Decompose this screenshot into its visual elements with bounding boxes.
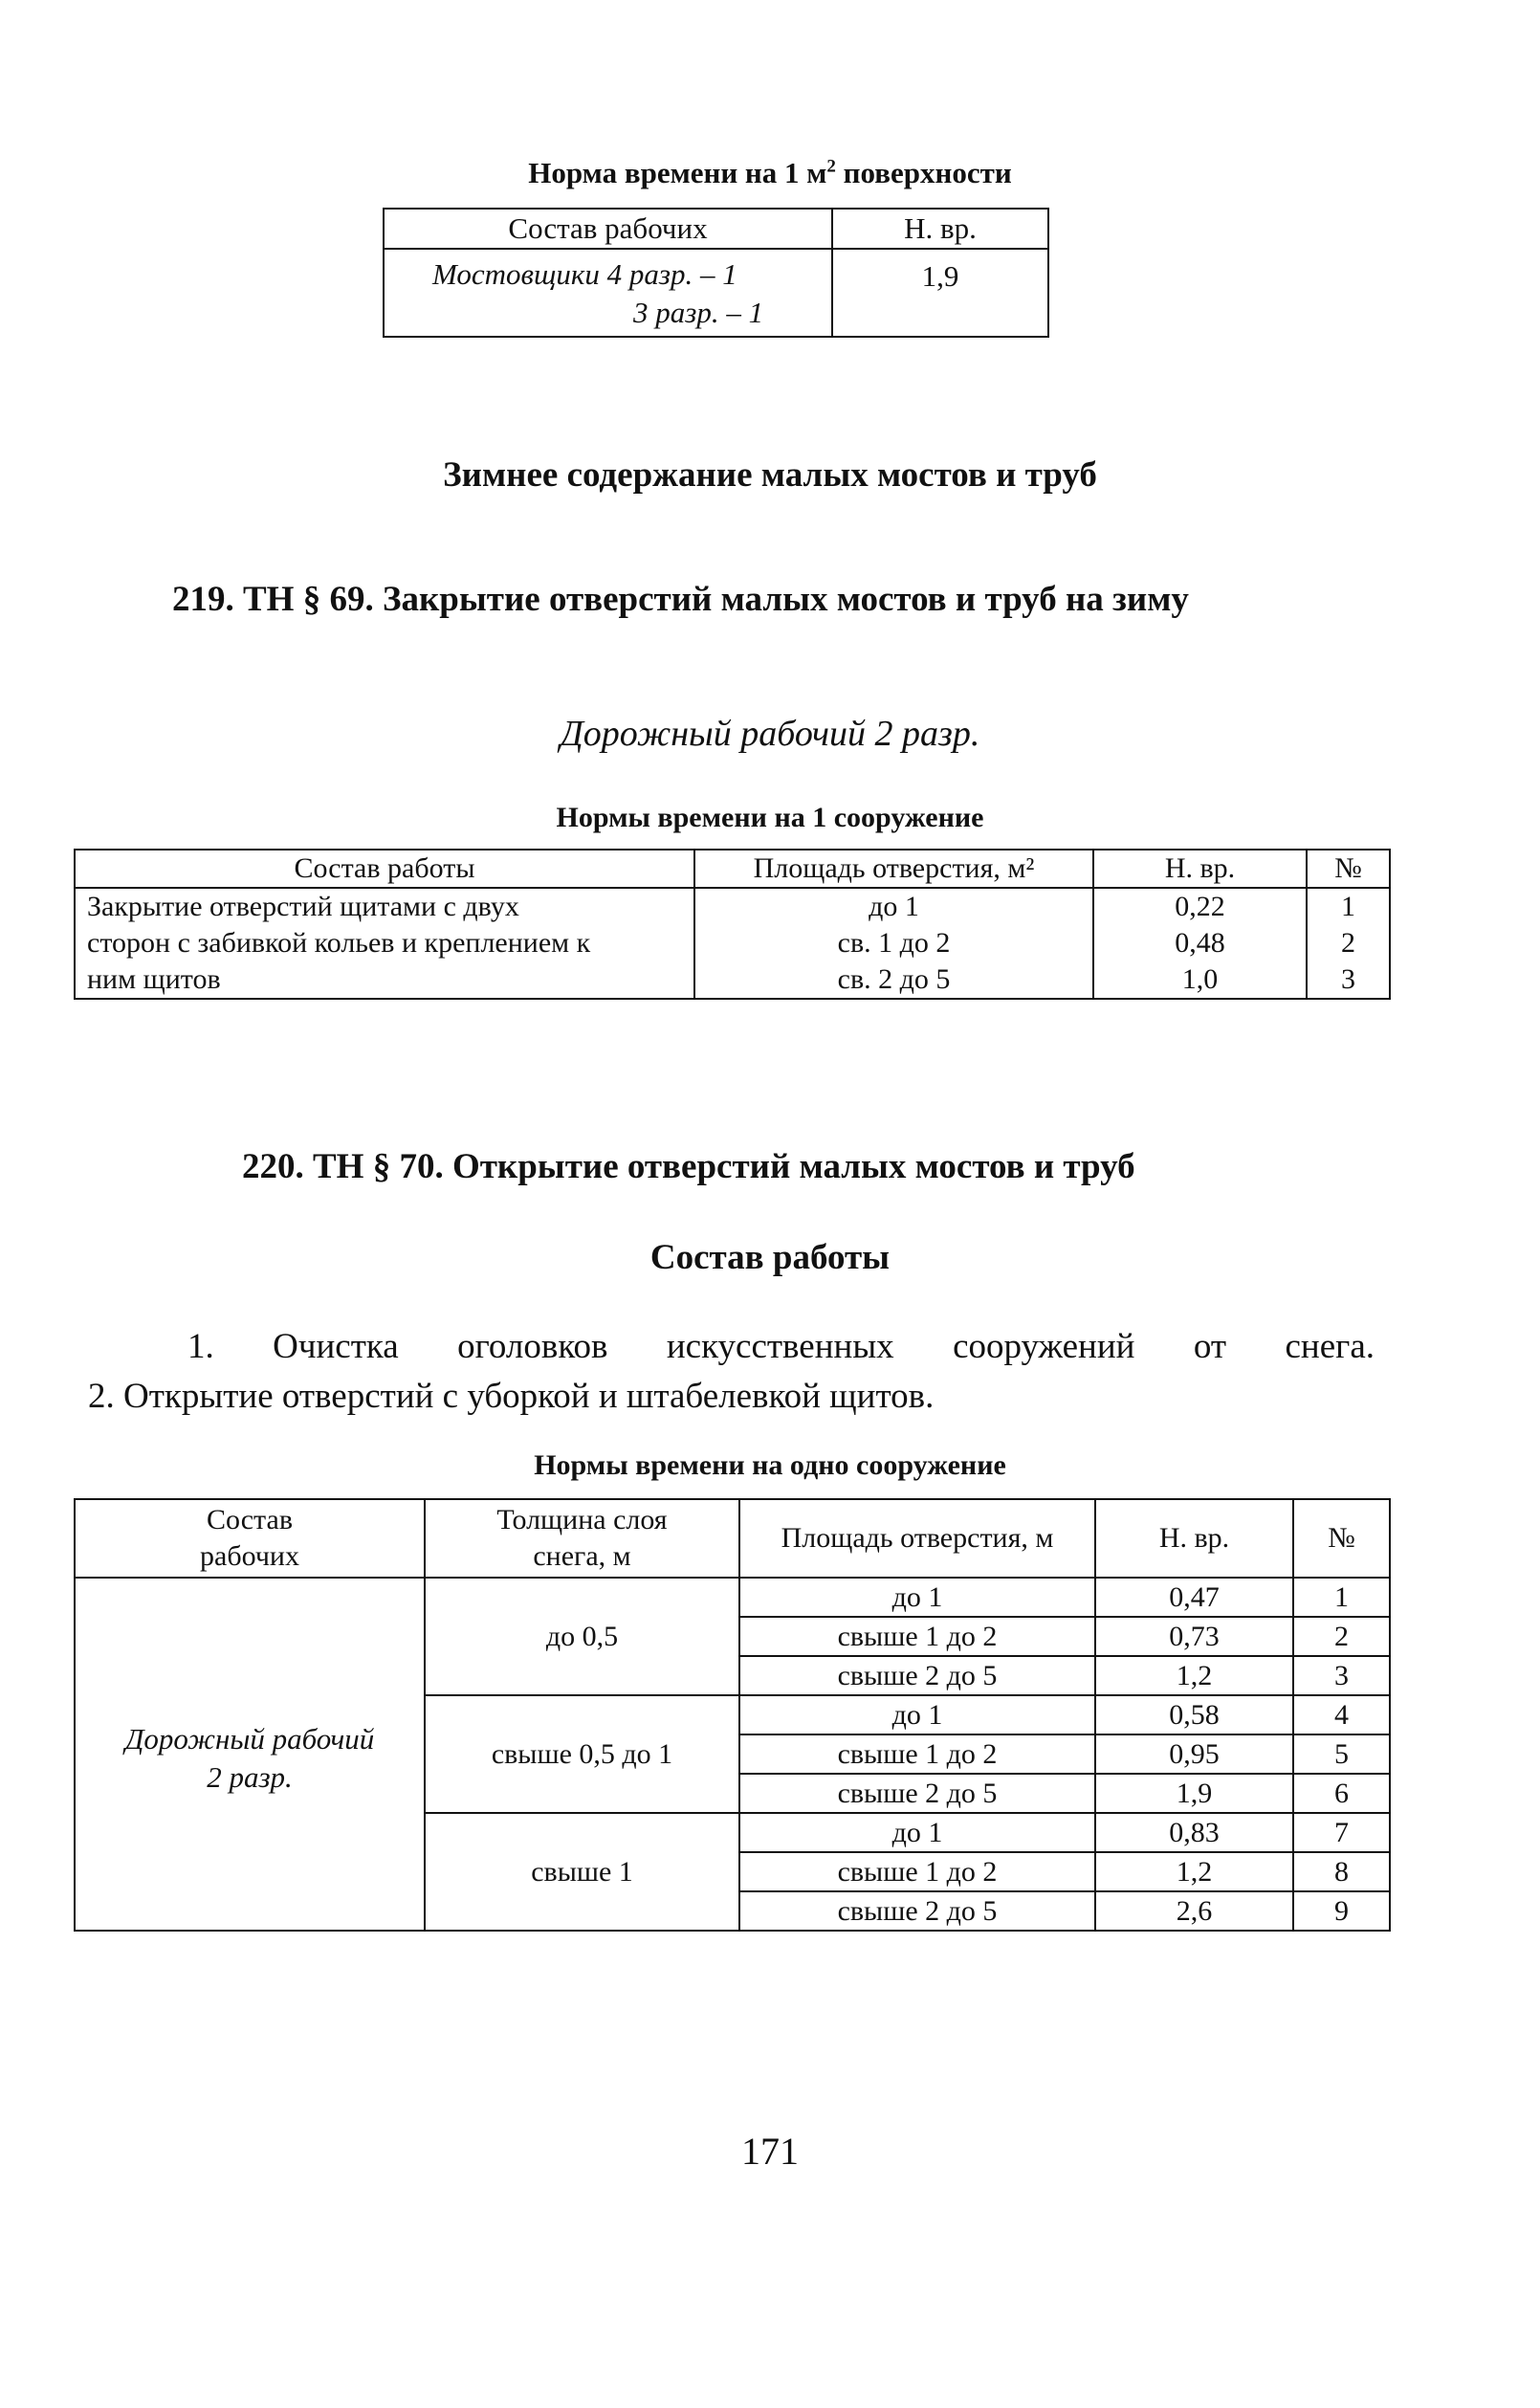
s220-para-line1 — [88, 1322, 1375, 1372]
s220-norm-cell: 1,9 — [1095, 1774, 1293, 1813]
s220-norm-cell: 0,73 — [1095, 1617, 1293, 1656]
table1-value: 1,9 — [832, 249, 1048, 337]
s219-num-cell — [1307, 888, 1390, 999]
s220-num-cell: 2 — [1293, 1617, 1390, 1656]
s220-area-cell: до 1 — [739, 1695, 1095, 1734]
s219-norm-value: 1,0 — [1181, 963, 1219, 995]
s220-crew-cell — [75, 1578, 425, 1931]
s219-header-num: № — [1307, 850, 1390, 888]
para-word: 1. — [187, 1327, 214, 1366]
s220-caption: Нормы времени на одно сооружение — [534, 1449, 1006, 1481]
para-word: снега. — [1285, 1327, 1375, 1366]
s220-num-cell: 6 — [1293, 1774, 1390, 1813]
s220-norm-cell: 0,95 — [1095, 1734, 1293, 1774]
s220-num-cell: 1 — [1293, 1578, 1390, 1617]
s220-header-num: № — [1293, 1499, 1390, 1578]
s220-area-cell: свыше 2 до 5 — [739, 1891, 1095, 1931]
s220-num-cell: 9 — [1293, 1891, 1390, 1931]
s219-num-value: 3 — [1341, 963, 1355, 995]
s220-table — [74, 1498, 1391, 1932]
s220-area-cell: свыше 1 до 2 — [739, 1617, 1095, 1656]
s220-num-cell: 3 — [1293, 1656, 1390, 1695]
s219-num-value: 2 — [1341, 927, 1355, 959]
s220-header-crew-l2: рабочих — [200, 1540, 299, 1572]
s220-area-cell: свыше 2 до 5 — [739, 1656, 1095, 1695]
s220-subheading: Состав работы — [649, 1238, 891, 1277]
s219-norm-cell — [1093, 888, 1307, 999]
para-word: от — [1193, 1327, 1227, 1366]
table1-header-norm: Н. вр. — [832, 209, 1048, 249]
table1 — [383, 208, 1049, 338]
s220-header-norm: Н. вр. — [1095, 1499, 1293, 1578]
s219-worker: Дорожный рабочий 2 разр. — [560, 714, 980, 754]
table1-crew-line1: Мостовщики 4 разр. – 1 — [432, 257, 737, 291]
s220-crew-l1: Дорожный рабочий — [124, 1721, 375, 1756]
s220-num-cell: 7 — [1293, 1813, 1390, 1852]
s219-caption: Нормы времени на 1 сооружение — [556, 802, 984, 833]
table1-caption — [0, 156, 1540, 190]
para-word: оголовков — [457, 1327, 608, 1366]
para-word: сооружений — [953, 1327, 1135, 1366]
s219-num-value: 1 — [1341, 891, 1355, 922]
s220-header-snow — [425, 1499, 739, 1578]
s220-num-cell: 8 — [1293, 1852, 1390, 1891]
s220-norm-cell: 0,47 — [1095, 1578, 1293, 1617]
s220-norm-cell: 1,2 — [1095, 1852, 1293, 1891]
para-word: искусственных — [666, 1327, 894, 1366]
s219-work-line: Закрытие отверстий щитами с двух — [87, 891, 519, 922]
section-title: Зимнее содержание малых мостов и труб — [443, 455, 1097, 495]
s219-work-cell — [75, 888, 694, 999]
table1-caption-suffix: поверхности — [835, 156, 1012, 189]
s220-snow-cell: свыше 0,5 до 1 — [425, 1695, 739, 1813]
s220-paragraph — [88, 1322, 1375, 1422]
s220-heading: 220. ТН § 70. Открытие отверстий малых мостов и труб — [242, 1147, 1135, 1186]
s219-heading: 219. ТН § 69. Закрытие отверстий малых мостов и труб на зиму — [172, 580, 1189, 619]
s220-header-area: Площадь отверстия, м — [739, 1499, 1095, 1578]
s220-num-cell: 5 — [1293, 1734, 1390, 1774]
s220-area-cell: до 1 — [739, 1813, 1095, 1852]
s219-header-norm: Н. вр. — [1093, 850, 1307, 888]
s220-area-cell: свыше 1 до 2 — [739, 1734, 1095, 1774]
s219-work-line: сторон с забивкой кольев и креплением к — [87, 927, 591, 959]
table1-crew-cell — [384, 249, 832, 337]
table1-caption-sup: 2 — [826, 156, 836, 177]
table1-header-crew: Состав рабочих — [384, 209, 832, 249]
s220-header-snow-l1: Толщина слоя — [496, 1504, 668, 1535]
s220-snow-cell: свыше 1 — [425, 1813, 739, 1931]
s220-para-line2: 2. Открытие отверстий с уборкой и штабелевкой щитов. — [88, 1377, 935, 1416]
s220-snow-cell: до 0,5 — [425, 1578, 739, 1695]
s220-header-crew — [75, 1499, 425, 1578]
s219-area-value: св. 1 до 2 — [837, 927, 951, 959]
s220-header-snow-l2: снега, м — [533, 1540, 631, 1572]
s219-norm-value: 0,22 — [1175, 891, 1225, 922]
s219-header-work: Состав работы — [75, 850, 694, 888]
s220-area-cell: свыше 1 до 2 — [739, 1852, 1095, 1891]
s219-area-value: до 1 — [869, 891, 919, 922]
s219-work-line: ним щитов — [87, 963, 221, 995]
s219-table — [74, 849, 1391, 1000]
s220-norm-cell: 1,2 — [1095, 1656, 1293, 1695]
s220-num-cell: 4 — [1293, 1695, 1390, 1734]
s220-norm-cell: 0,83 — [1095, 1813, 1293, 1852]
para-word: Очистка — [273, 1327, 399, 1366]
s220-header-crew-l1: Состав — [206, 1504, 294, 1535]
s220-norm-cell: 2,6 — [1095, 1891, 1293, 1931]
s220-area-cell: свыше 2 до 5 — [739, 1774, 1095, 1813]
s220-crew-l2: 2 разр. — [207, 1759, 293, 1794]
page-number: 171 — [741, 2130, 799, 2173]
table1-crew-line2: 3 разр. – 1 — [633, 296, 764, 329]
s219-area-cell — [694, 888, 1093, 999]
s219-norm-value: 0,48 — [1175, 927, 1225, 959]
s220-norm-cell: 0,58 — [1095, 1695, 1293, 1734]
s219-header-area: Площадь отверстия, м² — [694, 850, 1093, 888]
s220-area-cell: до 1 — [739, 1578, 1095, 1617]
table1-caption-text: Норма времени на 1 м — [528, 156, 827, 189]
s219-area-value: св. 2 до 5 — [837, 963, 951, 995]
